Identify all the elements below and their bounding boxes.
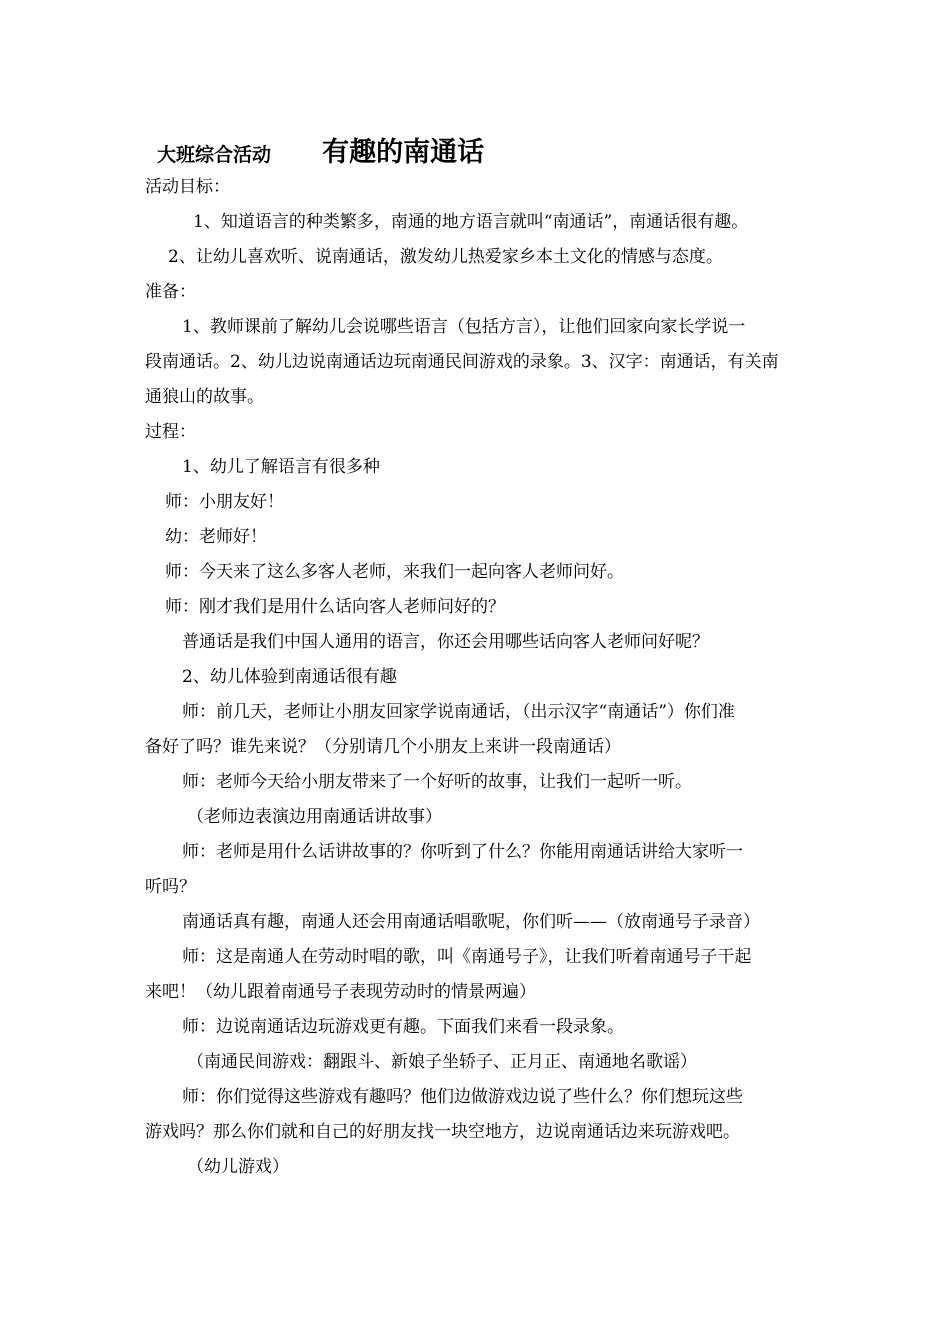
document-title bbox=[157, 130, 484, 169]
dialogue-line: 师：今天来了这么多客人老师，来我们一起向客人老师问好。 bbox=[165, 562, 624, 582]
paragraph-line: （幼儿游戏） bbox=[187, 1157, 289, 1177]
title-subtitle: 大班综合活动 bbox=[157, 144, 272, 166]
paragraph-line: 南通话真有趣，南通人还会用南通话唱歌呢，你们听——（放南通号子录音） bbox=[182, 912, 760, 932]
heading-preparation: 准备： bbox=[145, 282, 196, 302]
paragraph-line: 听吗？ bbox=[145, 877, 196, 897]
dialogue-line: 师：边说南通话边玩游戏更有趣。下面我们来看一段录象。 bbox=[182, 1017, 624, 1037]
dialogue-line: 师：老师今天给小朋友带来了一个好听的故事，让我们一起听一听。 bbox=[182, 772, 692, 792]
heading-process: 过程： bbox=[145, 422, 196, 442]
dialogue-line: 师：刚才我们是用什么话向客人老师问好的？ bbox=[165, 597, 505, 617]
dialogue-line: 师：前几天，老师让小朋友回家学说南通话，（出示汉字“南通话”）你们准 bbox=[182, 702, 735, 722]
paragraph-line: 备好了吗？谁先来说？（分别请几个小朋友上来讲一段南通话） bbox=[145, 737, 621, 757]
dialogue-line: 师：小朋友好！ bbox=[165, 492, 284, 512]
paragraph-line: 游戏吗？那么你们就和自己的好朋友找一块空地方，边说南通话边来玩游戏吧。 bbox=[145, 1122, 740, 1142]
heading-goals: 活动目标： bbox=[145, 177, 230, 197]
dialogue-line: 幼：老师好！ bbox=[165, 527, 267, 547]
paragraph-line: 普通话是我们中国人通用的语言，你还会用哪些话向客人老师问好呢？ bbox=[182, 632, 709, 652]
title-main: 有趣的南通话 bbox=[322, 137, 485, 168]
paragraph-line: 来吧！（幼儿跟着南通号子表现劳动时的情景两遍） bbox=[145, 982, 536, 1002]
dialogue-line: 师：这是南通人在劳动时唱的歌，叫《南通号子》，让我们听着南通号子干起 bbox=[182, 947, 752, 967]
paragraph-line: （老师边表演边用南通话讲故事） bbox=[187, 807, 442, 827]
paragraph-line: 1、幼儿了解语言有很多种 bbox=[182, 457, 380, 477]
paragraph-line: 1、知道语言的种类繁多，南通的地方语言就叫“南通话”，南通话很有趣。 bbox=[193, 212, 749, 232]
paragraph-line: 2、让幼儿喜欢听、说南通话，激发幼儿热爱家乡本土文化的情感与态度。 bbox=[168, 247, 723, 267]
paragraph-line: （南通民间游戏：翻跟斗、新娘子坐轿子、正月正、南通地名歌谣） bbox=[187, 1052, 697, 1072]
paragraph-line: 1、教师课前了解幼儿会说哪些语言（包括方言），让他们回家向家长学说一 bbox=[182, 317, 746, 337]
paragraph-line: 通狼山的故事。 bbox=[145, 387, 264, 407]
dialogue-line: 师：老师是用什么话讲故事的？你听到了什么？你能用南通话讲给大家听一 bbox=[182, 842, 743, 862]
paragraph-line: 2、幼儿体验到南通话很有趣 bbox=[182, 667, 397, 687]
paragraph-line: 段南通话。2、幼儿边说南通话边玩南通民间游戏的录象。3、汉字：南通话，有关南 bbox=[145, 352, 779, 372]
dialogue-line: 师：你们觉得这些游戏有趣吗？他们边做游戏边说了些什么？你们想玩这些 bbox=[182, 1087, 743, 1107]
